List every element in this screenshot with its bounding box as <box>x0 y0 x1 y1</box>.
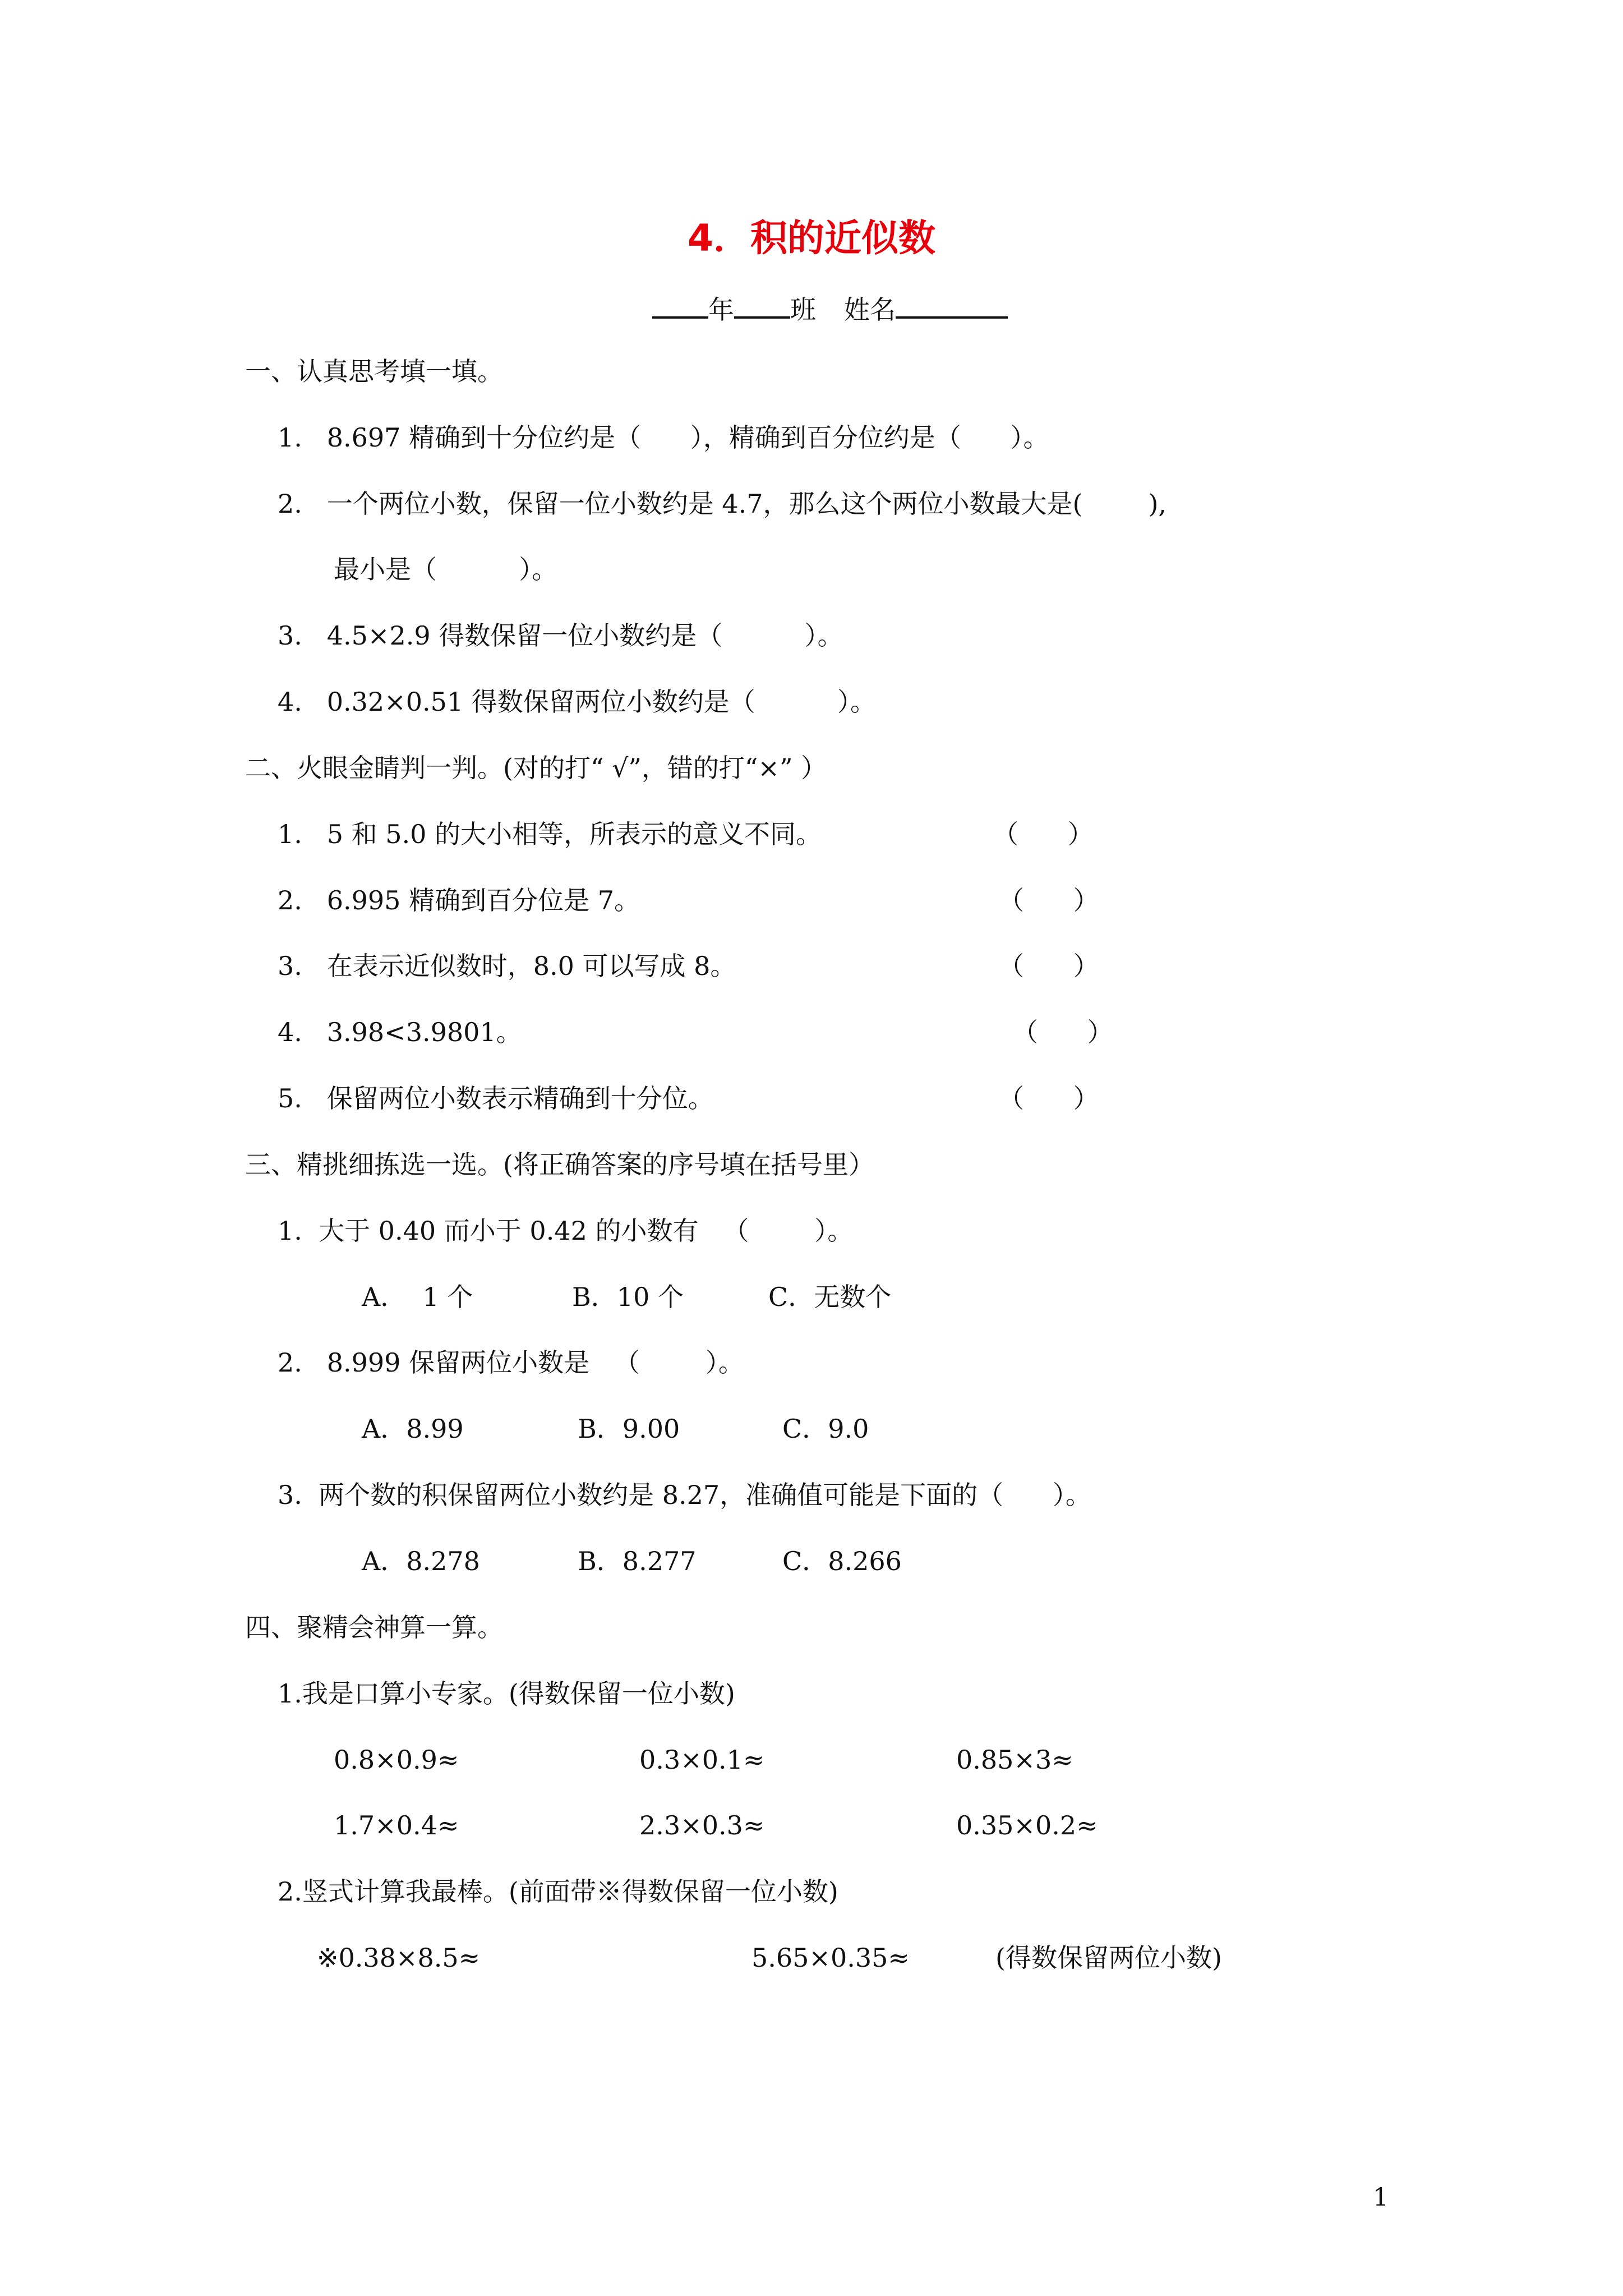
section2-item-4: 4. 3.98<3.9801。 <box>278 1017 522 1047</box>
section2-item-5: 5. 保留两位小数表示精确到十分位。 <box>278 1083 714 1114</box>
grade-blank[interactable] <box>652 292 708 319</box>
option-b[interactable]: B．8.277 <box>578 1546 697 1576</box>
section4-part1-heading: 1.我是口算小专家。(得数保留一位小数) <box>278 1678 735 1709</box>
vertical-calc-item: 5.65×0.35≈ <box>751 1943 910 1973</box>
option-a[interactable]: A． 1 个 <box>362 1282 473 1312</box>
name-label: 姓名 <box>844 295 896 325</box>
answer-paren[interactable]: （ ） <box>998 951 1099 981</box>
option-c[interactable]: C．9.0 <box>782 1414 869 1444</box>
page-number: 1 <box>1373 2183 1389 2212</box>
oral-calc-item: 0.35×0.2≈ <box>956 1810 1098 1841</box>
answer-paren[interactable]: （ ） <box>998 885 1099 915</box>
section4-heading: 四、聚精会神算一算。 <box>245 1612 503 1642</box>
section2-heading: 二、火眼金睛判一判。(对的打“ √”，错的打“×” ） <box>245 753 827 783</box>
section2-item-3: 3. 在表示近似数时，8.0 可以写成 8。 <box>278 951 736 981</box>
oral-calc-item: 2.3×0.3≈ <box>639 1810 765 1841</box>
option-b[interactable]: B．10 个 <box>572 1282 684 1312</box>
option-a[interactable]: A．8.99 <box>362 1414 464 1444</box>
option-b[interactable]: B．9.00 <box>578 1414 680 1444</box>
oral-calc-item: 1.7×0.4≈ <box>334 1810 459 1841</box>
section2-item-1: 1. 5 和 5.0 的大小相等，所表示的意义不同。 <box>278 819 822 849</box>
section3-question-3: 3. 两个数的积保留两位小数约是 8.27，准确值可能是下面的（ ）。 <box>278 1480 1091 1510</box>
page-title: 4．积的近似数 <box>688 217 935 260</box>
section3-heading: 三、精挑细拣选一选。(将正确答案的序号填在括号里） <box>245 1149 874 1180</box>
option-c[interactable]: C．8.266 <box>782 1546 902 1576</box>
section3-question-1: 1. 大于 0.40 而小于 0.42 的小数有 （ ）。 <box>278 1216 854 1246</box>
section1-item-4: 4. 0.32×0.51 得数保留两位小数约是（ ）。 <box>278 687 876 717</box>
option-c[interactable]: C．无数个 <box>768 1282 892 1312</box>
section1-item-2: 2. 一个两位小数，保留一位小数约是 4.7，那么这个两位小数最大是( ), <box>278 489 1167 519</box>
oral-calc-item: 0.3×0.1≈ <box>639 1745 765 1775</box>
name-blank[interactable] <box>896 292 1008 319</box>
header-fields <box>652 292 1008 326</box>
section1-item-3: 3. 4.5×2.9 得数保留一位小数约是（ ）。 <box>278 620 843 651</box>
class-blank[interactable] <box>734 292 790 319</box>
section1-item-2-continued: 最小是（ ）。 <box>334 554 558 585</box>
section1-item-1: 1. 8.697 精确到十分位约是（ ），精确到百分位约是（ ）。 <box>278 422 1049 453</box>
section4-part2-heading: 2.竖式计算我最棒。(前面带※得数保留一位小数) <box>278 1876 838 1907</box>
section2-item-2: 2. 6.995 精确到百分位是 7。 <box>278 885 640 915</box>
answer-paren[interactable]: （ ） <box>1012 1017 1113 1047</box>
oral-calc-item: 0.85×3≈ <box>956 1745 1073 1775</box>
option-a[interactable]: A．8.278 <box>362 1546 480 1576</box>
answer-paren[interactable]: （ ） <box>998 1083 1099 1114</box>
section3-question-2: 2. 8.999 保留两位小数是 （ ）。 <box>278 1347 744 1378</box>
class-label: 班 <box>790 295 816 325</box>
oral-calc-item: 0.8×0.9≈ <box>334 1745 459 1775</box>
section1-heading: 一、认真思考填一填。 <box>245 356 503 386</box>
vertical-calc-note: (得数保留两位小数) <box>995 1943 1222 1973</box>
answer-paren[interactable]: （ ） <box>993 819 1094 849</box>
vertical-calc-item: ※0.38×8.5≈ <box>317 1943 481 1973</box>
grade-label: 年 <box>708 295 734 325</box>
